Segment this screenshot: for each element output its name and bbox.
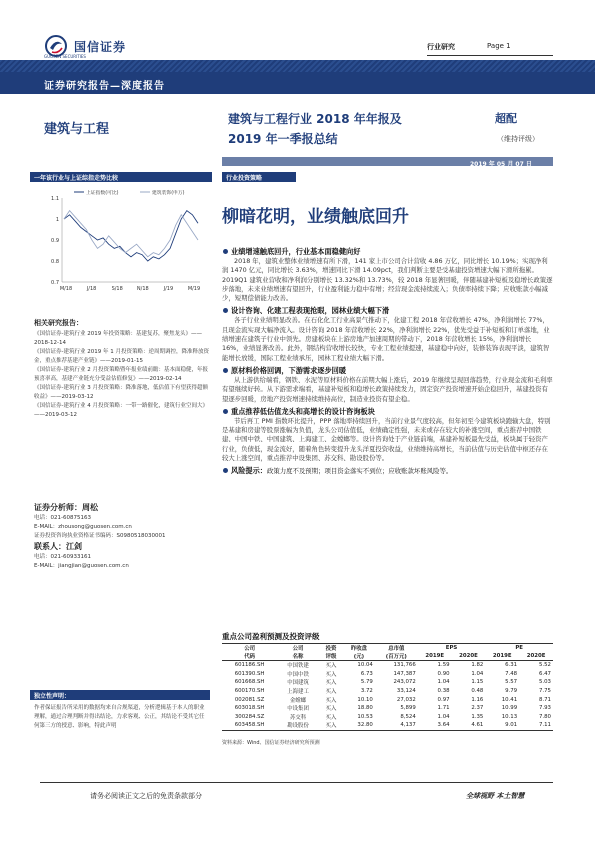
col-header: (百万元) bbox=[375, 652, 418, 661]
table-cell: 2.37 bbox=[471, 705, 484, 712]
table-cell: 5,899 bbox=[400, 705, 416, 712]
table-cell: 9.01 bbox=[485, 721, 519, 730]
y-tick-label: 0.8 bbox=[51, 259, 59, 265]
logo-sub: GUOSEN SECURITIES bbox=[44, 54, 86, 59]
analyst-cert: 证券投资咨询执业资格证书编码：S0980518030001 bbox=[34, 533, 166, 539]
col-header: 2019E bbox=[418, 652, 452, 661]
table-row bbox=[222, 687, 553, 696]
legend-label: 上证指数(可比) bbox=[86, 191, 119, 196]
x-tick-label: N/18 bbox=[136, 286, 149, 292]
section-paragraph: 节后再工 PMI 指数环比提升，PPP 落地率持续回升，当前行业景气度较高，但年初至今建筑板块跑输大盘，特别是基建和房建等股票涨幅为负值，龙头公司估值低，业绩确定性强，未来或存在较大的补涨空间，重点推荐中国铁建、中国中铁、中国建筑、上海建工、金螳螂等。设计咨询处于产业链前端，基建补短板最先受益，板块属于轻资产行业，负债低，现金流好，随着角色转变提升龙头洋夏投资收益，业绩维持高增长，当前估值与历史估值中枢还存在较大上涨空间，重点推荐中设集团、苏交科、勘设股份等。 bbox=[222, 416, 551, 463]
table-cell: 7.80 bbox=[538, 713, 551, 720]
table-cell: 买入 bbox=[325, 663, 337, 670]
contact-name: 江剑 bbox=[66, 542, 82, 551]
footer-divider bbox=[40, 782, 553, 783]
table-cell: 1.82 bbox=[471, 662, 484, 669]
col-header: 代码 bbox=[222, 652, 277, 661]
table-cell: 6.47 bbox=[538, 670, 551, 677]
rating-sub: （维持评级） bbox=[497, 135, 539, 143]
table-cell: 4,137 bbox=[375, 721, 418, 730]
risk-heading bbox=[222, 465, 553, 477]
related-item[interactable]: 《国信证券-建筑行业 4 月投资策略：一带一路催化，建筑行业空间大》——2019-03-12 bbox=[34, 403, 208, 418]
table-cell: 601186.SH bbox=[234, 662, 265, 669]
table-cell: 7.75 bbox=[538, 687, 551, 694]
trend-chart bbox=[40, 186, 208, 296]
table-source: 资料来源：Wind、国信证券经济研究所预测 bbox=[222, 740, 320, 746]
table-cell: 7.93 bbox=[538, 705, 551, 712]
col-header: (元) bbox=[343, 652, 375, 661]
col-header: 公司 bbox=[222, 644, 277, 653]
col-header: PE bbox=[485, 644, 553, 653]
table-row bbox=[222, 678, 553, 687]
x-tick-label: S/18 bbox=[111, 286, 123, 292]
col-header: 2020E bbox=[519, 652, 553, 661]
table-cell: 买入 bbox=[325, 714, 337, 721]
related-item[interactable]: 《国信证券-建筑行业 2019 年 1 月投资策略：逆周期调控，降准释放资金，重点推荐基建产业链》——2019-01-15 bbox=[34, 349, 209, 364]
series-line-0 bbox=[64, 211, 198, 261]
table-row bbox=[222, 661, 553, 670]
table-cell: 勘设股份 bbox=[277, 721, 319, 730]
table-cell: 600170.SH bbox=[234, 687, 265, 694]
risk-label: 风险提示： bbox=[231, 466, 267, 476]
table-cell: 10.41 bbox=[501, 696, 518, 703]
table-cell: 10.04 bbox=[357, 662, 373, 669]
table-cell: 1.59 bbox=[437, 662, 450, 669]
rating: 超配 bbox=[495, 112, 517, 125]
related-list bbox=[34, 330, 209, 420]
table-title: 重点公司盈利预测及投资评级 bbox=[222, 632, 320, 641]
contact-heading bbox=[34, 541, 209, 553]
col-header: 2019E bbox=[485, 652, 519, 661]
table-cell: 8,524 bbox=[400, 713, 416, 720]
section-paragraph: 从上游供给端看，钢铁、水泥等原材料价格在前期大幅上涨后，2019 年继续呈现回落趋势，行业现金流和毛利率有望继续好转。从下游需求端看，基建补短板和稳增长政策持续发力，固定资产投资增速开始企稳回升，基建投资有望逐步回暖，房地产投资增速持续维持高位，制造业投资有望企稳。 bbox=[222, 375, 553, 403]
table-cell: 10.99 bbox=[501, 705, 518, 712]
table-cell: 8.71 bbox=[538, 696, 551, 703]
invest-section-label: 行业投资策略 bbox=[222, 172, 296, 182]
table-row bbox=[222, 713, 553, 722]
y-tick-label: 0.9 bbox=[51, 238, 59, 244]
table-cell: 10.10 bbox=[357, 696, 373, 703]
table-cell: 1.04 bbox=[437, 713, 450, 720]
col-header: 昨收盘 bbox=[343, 644, 375, 653]
table-cell: 5.52 bbox=[538, 662, 551, 669]
section-heading: 原材料价格回调，下游需求逐步回暖 bbox=[222, 365, 553, 376]
table-cell: 10.53 bbox=[357, 713, 373, 720]
series-line-1 bbox=[64, 211, 198, 257]
analyst-info bbox=[34, 502, 209, 571]
table-cell: 6.73 bbox=[360, 670, 373, 677]
table-row bbox=[222, 721, 553, 730]
table-cell: 中国铁建 bbox=[287, 663, 309, 670]
table-cell: 3.72 bbox=[360, 687, 373, 694]
forecast-table bbox=[222, 643, 553, 731]
analyst-name: 周松 bbox=[82, 503, 98, 512]
table-cell: 1.04 bbox=[437, 679, 450, 686]
table-cell: 上海建工 bbox=[287, 688, 309, 695]
contact-role: 联系人： bbox=[34, 542, 66, 551]
table-cell: 中国中铁 bbox=[287, 671, 309, 678]
table-cell: 9.79 bbox=[505, 687, 518, 694]
independence-text: 作者保证报告所采用的数据均来自合规渠道，分析逻辑基于本人的职业理解，通过合理判断并得出结论，力求客观、公正，其结论不受其它任何第三方的授意、影响，特此声明 bbox=[34, 705, 205, 729]
header-divider bbox=[427, 55, 553, 56]
table-cell: 买入 bbox=[319, 721, 343, 730]
banner-text: 证券研究报告—深度报告 bbox=[44, 81, 165, 92]
related-title: 相关研究报告： bbox=[34, 319, 83, 327]
table-cell: 买入 bbox=[325, 680, 337, 687]
col-header: 名称 bbox=[277, 652, 319, 661]
table-cell: 0.90 bbox=[437, 670, 450, 677]
table-cell: 243,072 bbox=[393, 679, 416, 686]
table-cell: 1.15 bbox=[471, 679, 484, 686]
section-paragraph: 2018 年，建筑业整体业绩增速有所下滑，141 家上市公司合计营收 4.86 万亿，同比增长 10.19%；实现净利润 1470 亿元，同比增长 3.63%，增速同比下滑 14.09pct，我们判断主要是受基建投资增速大幅下滑所拖累。2019Q1 建筑业营收和净利润分别增长 13.32%和 13.73%，较 2018 年显著回暖，伴随基建补短板及稳增长政策逐步落地，未来业绩增速有望回升，行业盈利能力稳中有增；经营现金流持续流入；负债率持续下降；应收账款小幅减少，短期偿债能力改善。 bbox=[222, 257, 553, 303]
table-cell: 300284.SZ bbox=[234, 713, 265, 720]
table-cell: 中国建筑 bbox=[287, 680, 309, 687]
table-cell: 601668.SH bbox=[234, 679, 265, 686]
table-cell: 002081.SZ bbox=[234, 696, 265, 703]
footer-disclaimer: 请务必阅读正文之后的免责条款部分 bbox=[90, 792, 202, 800]
col-header: 总市值 bbox=[375, 644, 418, 653]
company-logo bbox=[44, 30, 204, 62]
table-header-row bbox=[222, 652, 553, 661]
contact-tel: 电话：021-60933161 bbox=[34, 554, 91, 560]
table-cell: 27,032 bbox=[396, 696, 416, 703]
analyst-heading bbox=[34, 502, 209, 514]
page-number: Page 1 bbox=[487, 42, 511, 50]
x-tick-label: J/18 bbox=[86, 286, 97, 292]
y-tick-label: 0.7 bbox=[51, 280, 59, 286]
table-cell: 131,766 bbox=[393, 662, 416, 669]
report-date: 2019 年 05 月 07 日 bbox=[470, 161, 532, 168]
section-heading: 重点推荐低估值龙头和高增长的设计咨询板块 bbox=[222, 406, 553, 417]
table-row bbox=[222, 695, 553, 704]
table-cell: 10.13 bbox=[501, 713, 518, 720]
table-cell: 买入 bbox=[325, 706, 337, 713]
analyst-tel: 电话：021-60875163 bbox=[34, 515, 91, 521]
analyst-email[interactable]: E-MAIL：zhousong@guosen.com.cn bbox=[34, 524, 132, 530]
contact-email[interactable]: E-MAIL：jiangjian@guosen.com.cn bbox=[34, 563, 129, 569]
x-tick-label: M/18 bbox=[59, 286, 73, 292]
x-tick-label: J/19 bbox=[163, 286, 174, 292]
footer-slogan: 全球视野 本土智慧 bbox=[466, 792, 525, 800]
table-cell: 0.97 bbox=[437, 696, 450, 703]
col-header: 公司 bbox=[277, 644, 319, 653]
table-cell: 5.79 bbox=[360, 679, 373, 686]
analyst-role: 证券分析师： bbox=[34, 503, 82, 512]
table-cell: 买入 bbox=[325, 688, 337, 695]
table-cell: 1.71 bbox=[437, 705, 450, 712]
table-cell: 买入 bbox=[325, 697, 337, 704]
logo-name: 国信证券 bbox=[74, 39, 127, 54]
related-item[interactable]: 《国信证券-建筑行业 3 月投资策略：降准落地，低估值下有望获得超额收益》——2019-03-12 bbox=[34, 385, 208, 400]
header-right bbox=[427, 42, 553, 54]
col-header: 评级 bbox=[319, 652, 343, 661]
related-item[interactable]: 《国信证券-建筑行业 2 月投资策略暨年报业绩前瞻：基本面稳健，年报预喜率高，基建产业链充分受益估值修复》——2019-02-14 bbox=[34, 367, 208, 382]
related-item[interactable]: 《国信证券-建筑行业 2019 年投资策略：基建复苏，聚焦龙头》——2018-12-14 bbox=[34, 331, 202, 346]
table-cell: 金螳螂 bbox=[289, 697, 307, 704]
table-header-row bbox=[222, 644, 553, 653]
table-row bbox=[222, 704, 553, 713]
chart-section-label: 一年该行业与上证综指走势比较 bbox=[30, 172, 212, 182]
table-cell: 4.61 bbox=[452, 721, 486, 730]
table-cell: 1.35 bbox=[471, 713, 484, 720]
table-cell: 0.38 bbox=[437, 687, 450, 694]
table-cell: 中设集团 bbox=[287, 706, 309, 713]
independence-title: 独立性声明： bbox=[30, 690, 210, 700]
table-cell: 1.04 bbox=[471, 670, 484, 677]
banner-stripe bbox=[0, 60, 595, 72]
table-cell: 5.57 bbox=[505, 679, 518, 686]
sector-name: 建筑与工程 bbox=[44, 122, 110, 137]
col-header: 投资 bbox=[319, 644, 343, 653]
table-cell: 3.64 bbox=[418, 721, 452, 730]
main-title: 柳暗花明，业绩触底回升 bbox=[222, 207, 409, 227]
table-cell: 1.16 bbox=[471, 696, 484, 703]
col-header: EPS bbox=[418, 644, 486, 653]
legend-label: 建筑装饰(申万) bbox=[152, 191, 185, 196]
table-cell: 603458.SH bbox=[222, 721, 277, 730]
main-body bbox=[222, 246, 553, 477]
risk-text: 政策力度不及预期；项目资金落实不到位；应收账款坏账风险等。 bbox=[266, 467, 453, 476]
table-cell: 6.31 bbox=[505, 662, 518, 669]
table-cell: 601390.SH bbox=[234, 670, 265, 677]
section-paragraph: 各子行业业绩明显改善。在石化化工行业高景气推动下，化建工程 2018 年营收增长 47%，净利润增长 77%，且现金流实现大幅净流入。设计咨询 2018 年营收增长 22%，净利润增长 22%，优先受益于补短板和订单落地，业绩增速在建筑子行业中领先。房建板块在上游房地产加速周期的带动下，2018 年营收增长 15%，净利润增长 16%，业绩显著改善。此外，钢结构营收增长较快，专业工程业绩提速，基建稳中向好，装修装饰表现平淡，建筑智能增长放缓，国际工程业绩承压，园林工程业绩大幅下滑。 bbox=[222, 316, 550, 362]
table-cell: 买入 bbox=[325, 671, 337, 678]
x-tick-label: M/19 bbox=[187, 286, 201, 292]
table-cell: 32.80 bbox=[343, 721, 375, 730]
table-cell: 苏交科 bbox=[289, 714, 307, 721]
col-header: 2020E bbox=[452, 652, 486, 661]
table-cell: 147,387 bbox=[393, 670, 416, 677]
table-cell: 603018.SH bbox=[234, 705, 265, 712]
report-title-line1: 建筑与工程行业 2018 年年报及 bbox=[228, 112, 402, 126]
y-tick-label: 1 bbox=[55, 217, 59, 223]
section-heading: 设计咨询、化建工程表现抢眼，园林业绩大幅下滑 bbox=[222, 305, 553, 316]
table-cell: 7.48 bbox=[505, 670, 518, 677]
table-cell: 5.03 bbox=[538, 679, 551, 686]
section-heading: 业绩增速触底回升，行业基本面稳健向好 bbox=[222, 246, 553, 257]
report-type: 行业研究 bbox=[427, 43, 455, 51]
y-tick-label: 1.1 bbox=[51, 196, 59, 202]
trend-chart-svg bbox=[40, 186, 208, 296]
table-cell: 33,124 bbox=[396, 687, 416, 694]
table-cell: 18.80 bbox=[357, 705, 373, 712]
table-cell: 0.48 bbox=[471, 687, 484, 694]
table-cell: 7.11 bbox=[519, 721, 553, 730]
table-row bbox=[222, 669, 553, 678]
report-title-line2: 2019 年一季报总结 bbox=[228, 132, 338, 146]
